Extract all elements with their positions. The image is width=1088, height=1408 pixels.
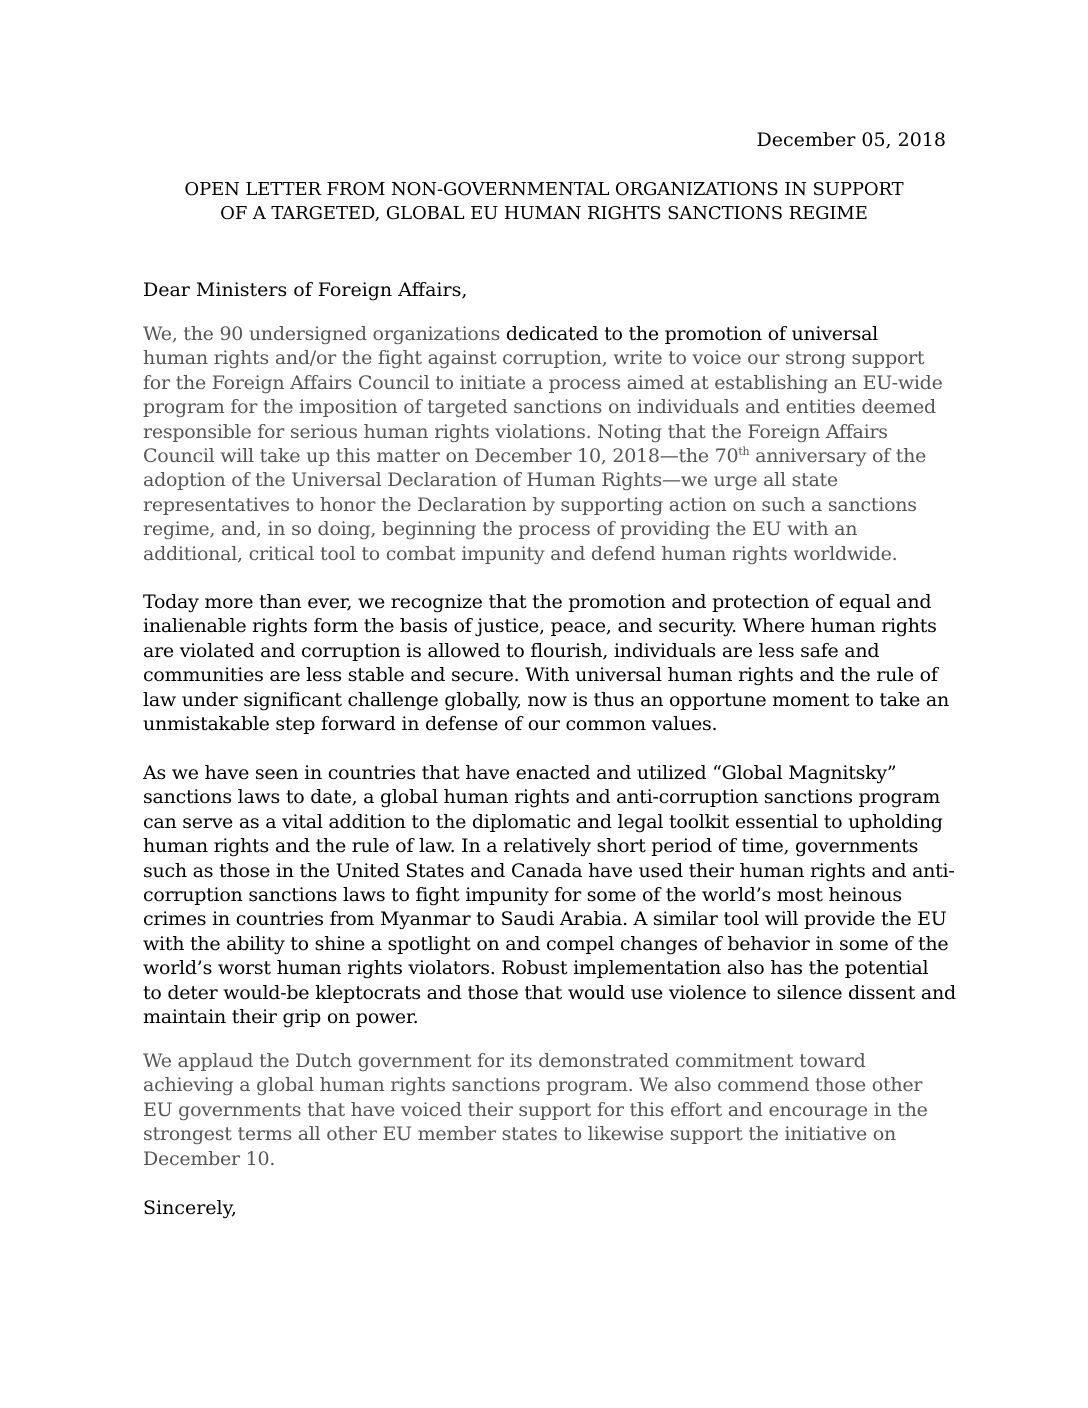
paragraph-4-line: EU governments that have voiced their support for this effort and encourage in the (143, 1098, 928, 1121)
paragraph-4-line: strongest terms all other EU member states to likewise support the initiative on (143, 1123, 896, 1146)
paragraph-4 (143, 1049, 963, 1171)
salutation: Dear Ministers of Foreign Affairs, (143, 279, 468, 301)
paragraph-1-line: representatives to honor the Declaration by supporting action on such a sanctions (143, 493, 917, 516)
letter-title (120, 178, 968, 226)
title-line-2: OF A TARGETED, GLOBAL EU HUMAN RIGHTS SANCTIONS REGIME (220, 203, 868, 224)
closing: Sincerely, (143, 1197, 237, 1219)
paragraph-3-line: such as those in the United States and Canada have used their human rights and anti- (143, 859, 955, 882)
paragraph-3-line: maintain their grip on power. (143, 1006, 419, 1029)
paragraph-2-line: inalienable rights form the basis of justice, peace, and security. Where human rights (143, 615, 937, 638)
paragraph-3-line: to deter would-be kleptocrats and those that would use violence to silence dissent and (143, 981, 956, 1004)
paragraph-1 (143, 322, 963, 566)
paragraph-3-line: with the ability to shine a spotlight on and compel changes of behavior in some of the (143, 932, 949, 955)
paragraph-2-line: are violated and corruption is allowed to flourish, individuals are less safe and (143, 639, 880, 662)
paragraph-4-line: We applaud the Dutch government for its demonstrated commitment toward (143, 1050, 866, 1072)
paragraph-3 (143, 761, 963, 1029)
undersigned-organizations-text: We, the 90 undersigned organizations (143, 323, 501, 345)
letter-date: December 05, 2018 (756, 129, 946, 151)
paragraph-1-line: responsible for serious human rights violations. Noting that the Foreign Affairs (143, 420, 888, 443)
paragraph-2 (143, 590, 963, 736)
paragraph-3-line: sanctions laws to date, a global human rights and anti-corruption sanctions program (143, 786, 941, 809)
paragraph-4-line: December 10. (143, 1147, 276, 1170)
paragraph-3-line: corruption sanctions laws to fight impunity for some of the world’s most heinous (143, 884, 902, 907)
paragraph-3-line: can serve as a vital addition to the diplomatic and legal toolkit essential to upholding (143, 810, 943, 833)
paragraph-1-line: program for the imposition of targeted sanctions on individuals and entities deemed (143, 396, 936, 419)
paragraph-2-line: law under significant challenge globally, now is thus an opportune moment to take an (143, 688, 949, 711)
paragraph-3-line: crimes in countries from Myanmar to Saudi Arabia. A similar tool will provide the EU (143, 908, 947, 931)
ordinal-superscript: th (738, 445, 750, 459)
paragraph-1-line: regime, and, in so doing, beginning the process of providing the EU with an (143, 518, 858, 541)
paragraph-2-line: unmistakable step forward in defense of our common values. (143, 713, 718, 736)
paragraph-1-line: We, the 90 undersigned organizations dedicated to the promotion of universal (143, 323, 878, 345)
paragraph-2-line: communities are less stable and secure. With universal human rights and the rule of (143, 664, 938, 687)
paragraph-4-line: achieving a global human rights sanctions program. We also commend those other (143, 1074, 923, 1097)
paragraph-3-line: world’s worst human rights violators. Robust implementation also has the potential (143, 957, 929, 980)
paragraph-1-line: for the Foreign Affairs Council to initiate a process aimed at establishing an EU-wide (143, 371, 943, 394)
title-line-1: OPEN LETTER FROM NON-GOVERNMENTAL ORGANIZATIONS IN SUPPORT (184, 179, 904, 200)
paragraph-3-line: As we have seen in countries that have enacted and utilized “Global Magnitsky” (143, 762, 897, 784)
paragraph-3-line: human rights and the rule of law. In a relatively short period of time, governments (143, 835, 919, 858)
paragraph-2-line: Today more than ever, we recognize that the promotion and protection of equal and (143, 591, 932, 613)
paragraph-1-line: additional, critical tool to combat impunity and defend human rights worldwide. (143, 542, 898, 565)
paragraph-1-line: Council will take up this matter on December 10, 2018—the 70th anniversary of the (143, 445, 927, 468)
paragraph-1-line: human rights and/or the fight against corruption, write to voice our strong support (143, 347, 925, 370)
paragraph-1-line: adoption of the Universal Declaration of Human Rights—we urge all state (143, 469, 838, 492)
